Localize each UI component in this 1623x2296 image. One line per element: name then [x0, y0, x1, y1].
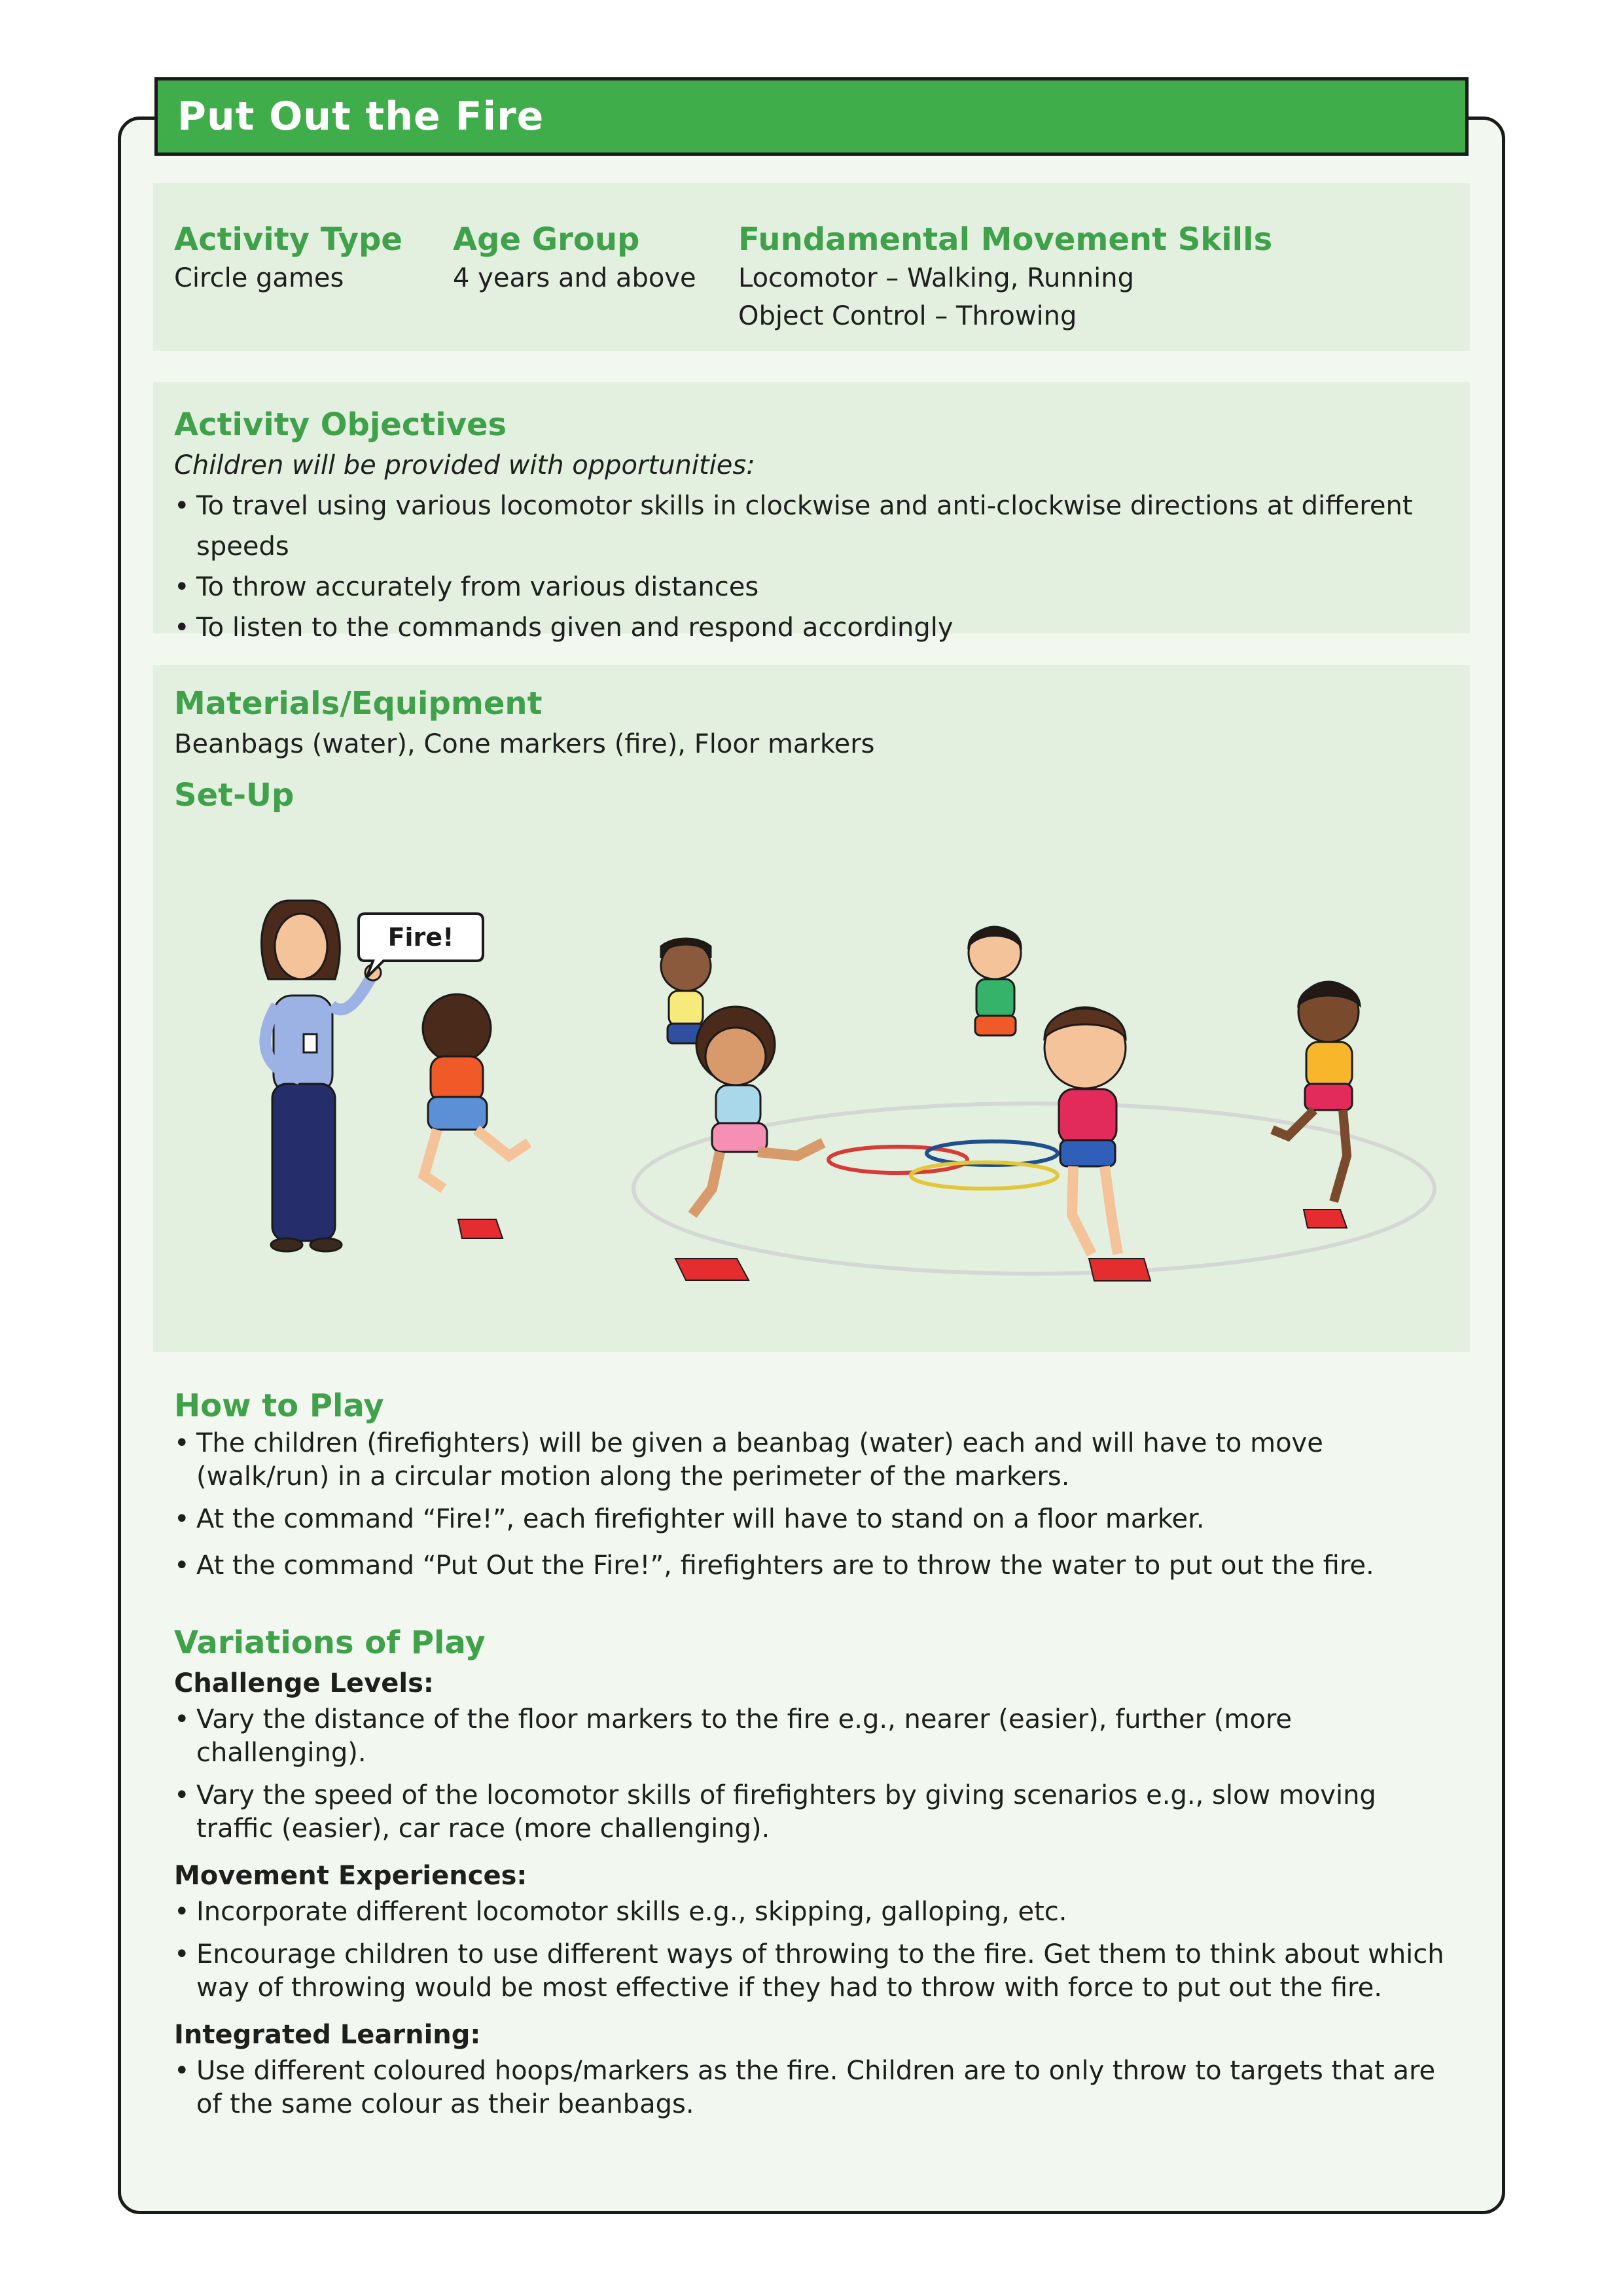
list-item: • Use different coloured hoops/markers as the fire. Children are to only throw to targets that are of the same colour as their beanbags. [174, 2054, 1450, 2121]
setup-heading: Set-Up [174, 777, 294, 814]
how-to-play-section [174, 1385, 1450, 1583]
integrated-learning-heading: Integrated Learning: [174, 2020, 481, 2050]
movement-experiences-heading: Movement Experiences: [174, 1861, 527, 1891]
setup-illustration [175, 848, 1445, 1333]
child [1044, 1007, 1126, 1254]
objectives-list [174, 486, 1470, 648]
floor-marker [458, 1219, 503, 1238]
floor-marker [675, 1259, 749, 1280]
challenge-levels-heading: Challenge Levels: [174, 1668, 434, 1698]
fms-line: Object Control – Throwing [738, 301, 1077, 331]
floor-marker [1089, 1259, 1150, 1281]
child [423, 994, 529, 1189]
list-item: • Vary the speed of the locomotor skills of firefighters by giving scenarios e.g., slow moving traffic (easier), car race (more challenging). [174, 1779, 1450, 1846]
list-item: • The children (firefighters) will be given a beanbag (water) each and will have to move (walk/run) in a circular motion along the perimeter of the markers. [174, 1427, 1450, 1494]
movement-experiences-list [174, 1895, 1450, 2005]
child [1272, 982, 1360, 1202]
activity-type-value: Circle games [174, 263, 344, 293]
info-panel [153, 183, 1470, 351]
objectives-intro: Children will be provided with opportunities: [174, 450, 755, 480]
speech-bubble [359, 914, 483, 978]
how-to-play-heading: How to Play [174, 1388, 384, 1424]
variations-section [174, 1622, 1450, 2121]
age-group-block [453, 221, 696, 298]
activity-type-heading: Activity Type [174, 221, 402, 258]
list-item: • To listen to the commands given and respond accordingly [174, 607, 1470, 648]
integrated-learning-list [174, 2054, 1450, 2121]
variations-heading: Variations of Play [174, 1624, 486, 1661]
list-item: • Vary the distance of the floor markers to the fire e.g., nearer (easier), further (more challenging). [174, 1703, 1450, 1770]
age-group-heading: Age Group [453, 221, 640, 258]
fms-block [738, 221, 1272, 336]
list-item: • To throw accurately from various distances [174, 567, 1470, 607]
list-item: • At the command “Put Out the Fire!”, firefighters are to throw the water to put out the fire. [174, 1549, 1450, 1583]
objectives-heading: Activity Objectives [174, 406, 507, 443]
list-item: • Encourage children to use different ways of throwing to the fire. Get them to think about which way of throwing would be most effective if they had to throw with force to put out the fire. [174, 1938, 1450, 2005]
page-title: Put Out the Fire [177, 94, 544, 139]
child [969, 927, 1021, 1035]
child [692, 1007, 823, 1215]
floor-marker [1304, 1210, 1347, 1228]
activity-type-block [174, 221, 402, 298]
speech-text: Fire! [387, 923, 454, 952]
age-group-value: 4 years and above [453, 263, 696, 293]
fms-line: Locomotor – Walking, Running [738, 263, 1134, 293]
materials-setup-panel [153, 665, 1470, 1352]
title-bar [154, 77, 1469, 156]
materials-heading: Materials/Equipment [174, 685, 543, 722]
list-item: • To travel using various locomotor skills in clockwise and anti-clockwise directions at different speeds [174, 486, 1470, 567]
materials-text: Beanbags (water), Cone markers (fire), Floor markers [174, 729, 875, 759]
fms-heading: Fundamental Movement Skills [738, 221, 1273, 258]
list-item: • At the command “Fire!”, each firefighter will have to stand on a floor marker. [174, 1503, 1450, 1536]
objectives-panel [153, 382, 1470, 643]
list-item: • Incorporate different locomotor skills e.g., skipping, galloping, etc. [174, 1895, 1450, 1929]
how-to-play-list [174, 1427, 1450, 1583]
challenge-levels-list [174, 1703, 1450, 1846]
